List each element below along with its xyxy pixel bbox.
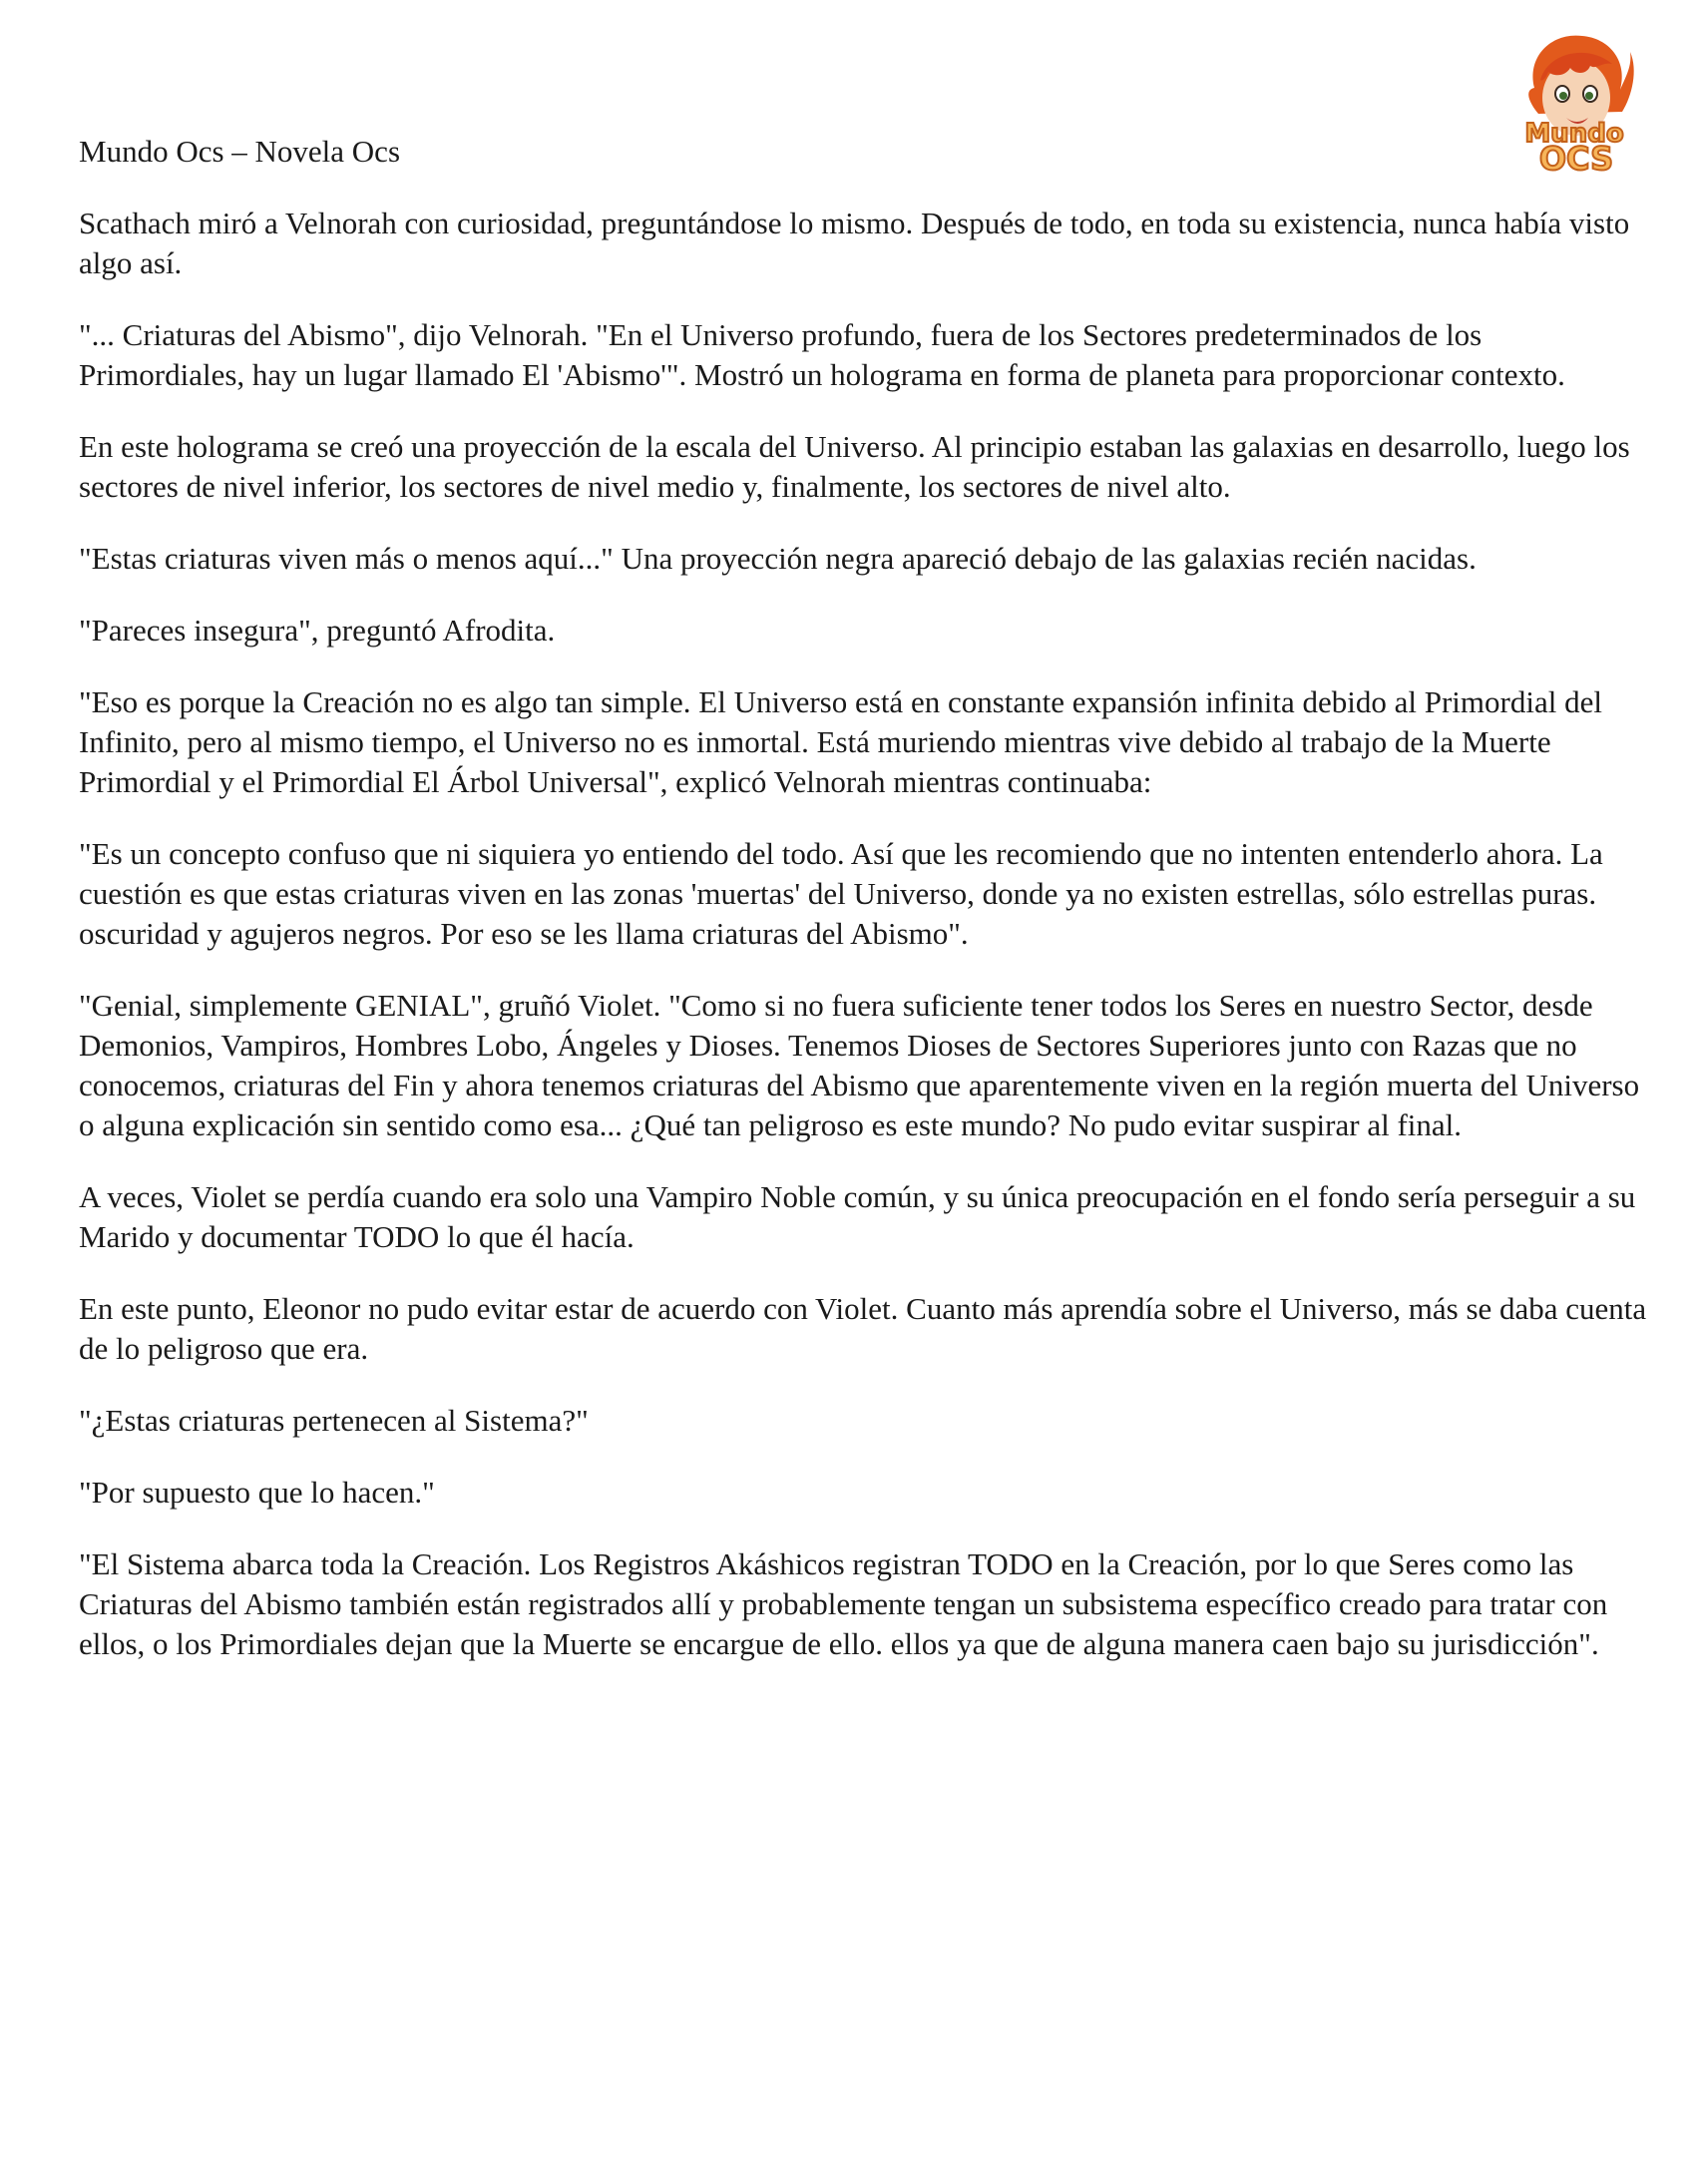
document-header: Mundo Ocs – Novela Ocs bbox=[79, 134, 401, 169]
paragraph: "¿Estas criaturas pertenecen al Sistema?" bbox=[79, 1403, 589, 1438]
document-body bbox=[79, 204, 1655, 1696]
logo-text-ocs: OCS bbox=[1538, 140, 1614, 176]
paragraph: "Eso es porque la Creación no es algo tan simple. El Universo está en constante expansión infinita debido al Primordial del Infinito, pero al mismo tiempo, el Universo no es inmortal. Está muriendo mientras vive debido al trabajo de la Muerte Primordial y el Primordial El Árbol Universal", explicó Velnorah mientras continuaba: bbox=[79, 684, 1602, 799]
paragraph: En este punto, Eleonor no pudo evitar estar de acuerdo con Violet. Cuanto más aprendía sobre el Universo, más se daba cuenta de lo peligroso que era. bbox=[79, 1291, 1647, 1366]
paragraph: Scathach miró a Velnorah con curiosidad, preguntándose lo mismo. Después de todo, en toda su existencia, nunca había visto algo así. bbox=[79, 206, 1630, 280]
paragraph: "Pareces insegura", preguntó Afrodita. bbox=[79, 613, 556, 648]
paragraph: "... Criaturas del Abismo", dijo Velnorah. "En el Universo profundo, fuera de los Sectores predeterminados de los Primordiales, hay un lugar llamado El 'Abismo'". Mostró un holograma en forma de planeta para proporcionar contexto. bbox=[79, 317, 1565, 392]
paragraph: "Es un concepto confuso que ni siquiera yo entiendo del todo. Así que les recomiendo que no intenten entenderlo ahora. La cuestión es que estas criaturas viven en las zonas 'muertas' del Universo, donde ya no existen estrellas, sólo estrellas puras. oscuridad y agujeros negros. Por eso se les llama criaturas del Abismo". bbox=[79, 836, 1603, 951]
paragraph: "Por supuesto que lo hacen." bbox=[79, 1475, 435, 1510]
mundo-ocs-logo bbox=[1504, 26, 1644, 176]
paragraph: En este holograma se creó una proyección de la escala del Universo. Al principio estaban las galaxias en desarrollo, luego los sectores de nivel inferior, los sectores de nivel medio y, finalmente, los sectores de nivel alto. bbox=[79, 429, 1630, 504]
paragraph: "Genial, simplemente GENIAL", gruñó Violet. "Como si no fuera suficiente tener todos los Seres en nuestro Sector, desde Demonios, Vampiros, Hombres Lobo, Ángeles y Dioses. Tenemos Dioses de Sectores Superiores junto con Razas que no conocemos, criaturas del Fin y ahora tenemos criaturas del Abismo que aparentemente viven en la región muerta del Universo o alguna explicación sin sentido como esa... ¿Qué tan peligroso es este mundo? No pudo evitar suspirar al final. bbox=[79, 988, 1640, 1142]
logo-graphic bbox=[1504, 26, 1644, 176]
paragraph: "El Sistema abarca toda la Creación. Los Registros Akáshicos registran TODO en la Creación, por lo que Seres como las Criaturas del Abismo también están registrados allí y probablemente tengan un subsistema específico creado para tratar con ellos, o los Primordiales dejan que la Muerte se encargue de ello. ellos ya que de alguna manera caen bajo su jurisdicción". bbox=[79, 1546, 1608, 1661]
paragraph: "Estas criaturas viven más o menos aquí..." Una proyección negra apareció debajo de las galaxias recién nacidas. bbox=[79, 541, 1477, 576]
logo-text-mundo: Mundo bbox=[1524, 119, 1624, 149]
paragraph: A veces, Violet se perdía cuando era solo una Vampiro Noble común, y su única preocupación en el fondo sería perseguir a su Marido y documentar TODO lo que él hacía. bbox=[79, 1179, 1636, 1254]
